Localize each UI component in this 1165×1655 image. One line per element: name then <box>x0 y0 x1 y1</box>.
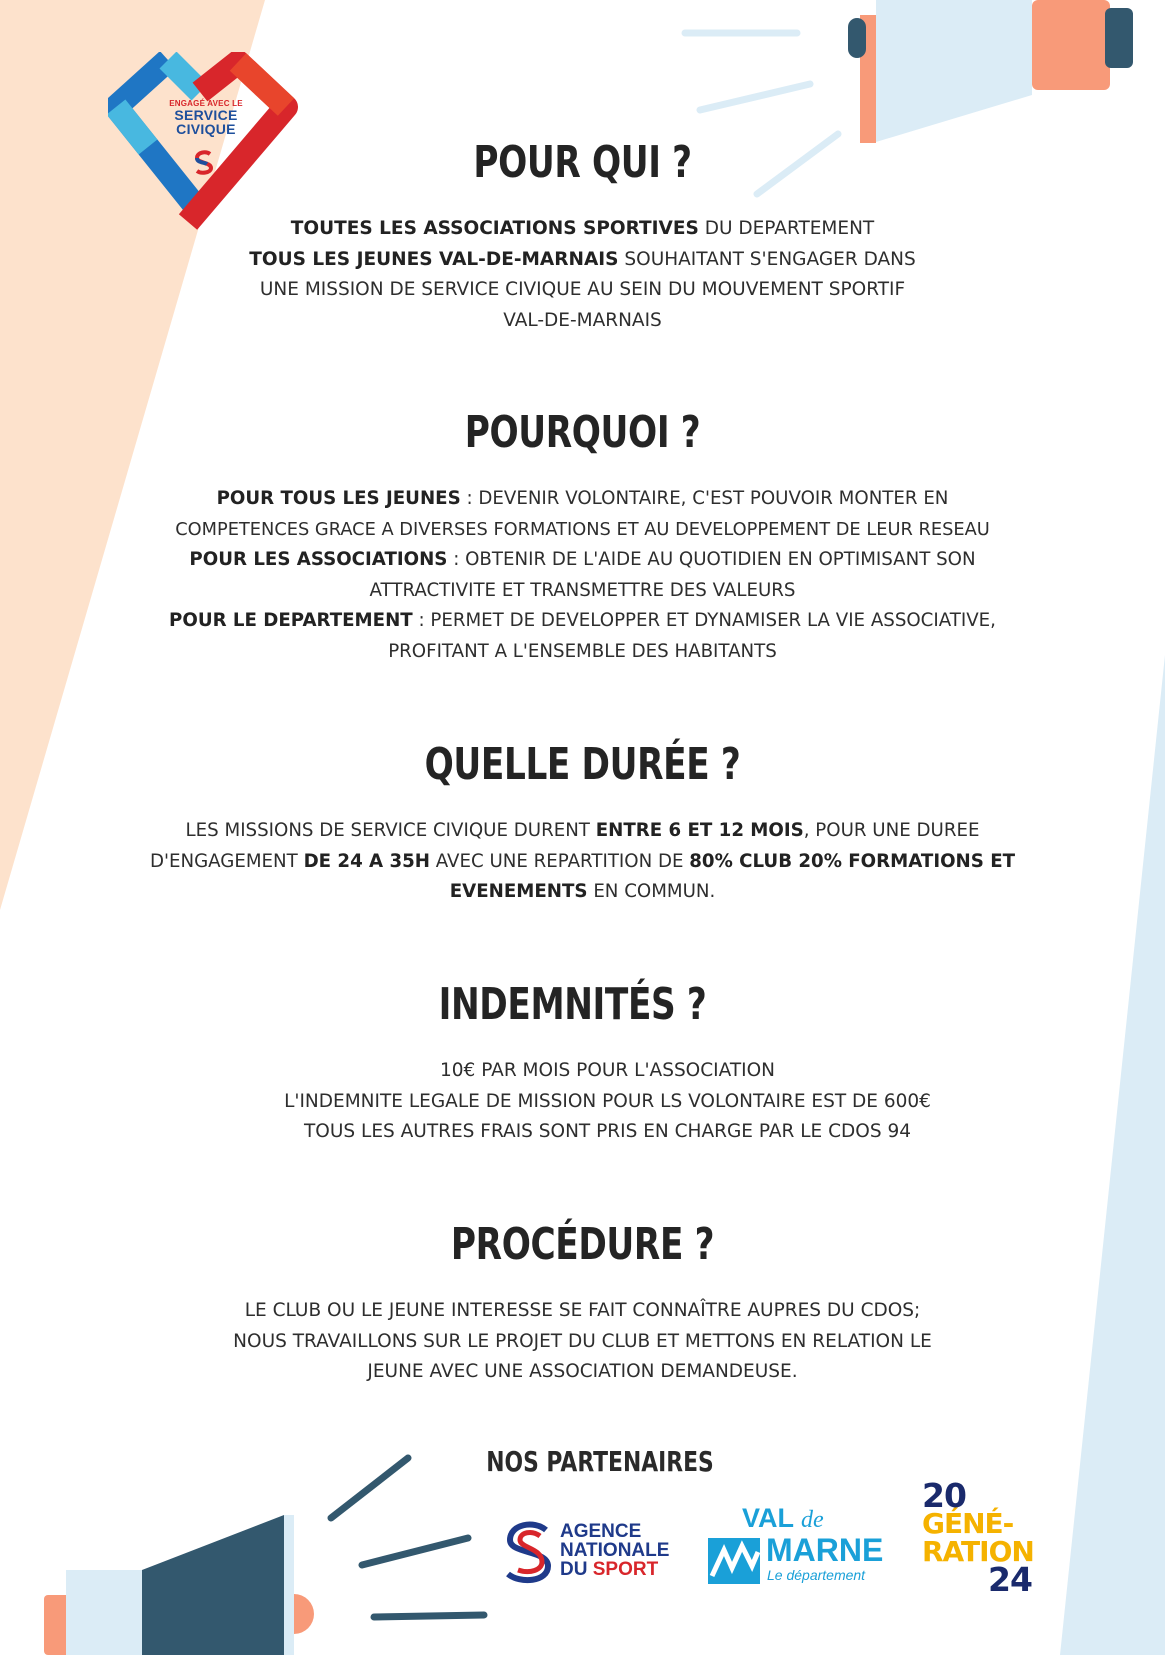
procedure-title: PROCÉDURE ? <box>450 1219 715 1270</box>
pour-qui-text <box>0 214 1165 336</box>
ans-du: DU <box>560 1559 593 1580</box>
megaphone-top-icon <box>848 0 1133 143</box>
duree-l1-b: , POUR UNE DUREE <box>803 820 980 841</box>
duree-l2-bold2: 80% CLUB 20% FORMATIONS ET <box>689 850 1016 872</box>
vdm-marne: MARNE <box>766 1532 884 1568</box>
vdm-val: VAL <box>742 1503 794 1533</box>
pour-qui-l1-bold: TOUTES LES ASSOCIATIONS SPORTIVES <box>290 218 699 239</box>
duree-l3-text: EN COMMUN. <box>587 881 716 903</box>
duree-l1-bold: ENTRE 6 ET 12 MOIS <box>595 820 804 841</box>
logo-engage-text: ENGAGÉ AVEC LE <box>169 99 243 108</box>
ans-text <box>560 1522 669 1579</box>
partners-title: NOS PARTENAIRES <box>486 1445 714 1478</box>
procedure-text <box>0 1296 1165 1388</box>
duree-l2-bold1: DE 24 A 35H <box>303 850 430 872</box>
vdm-departement: Le département <box>767 1567 866 1583</box>
duree-text <box>0 816 1165 908</box>
indemnites-text <box>25 1056 1165 1148</box>
pourquoi-title: POURQUOI ? <box>464 407 701 458</box>
indemnites-l3: TOUS LES AUTRES FRAIS SONT PRIS EN CHARGE PAR LE CDOS 94 <box>304 1121 911 1143</box>
pourquoi-l5-text: : PERMET DE DEVELOPPER ET DYNAMISER LA VIE ASSOCIATIVE, <box>412 610 996 632</box>
duree-l2-a: D'ENGAGEMENT <box>149 850 304 872</box>
pourquoi-l6: PROFITANT A L'ENSEMBLE DES HABITANTS <box>388 640 777 662</box>
procedure-l2: NOUS TRAVAILLONS SUR LE PROJET DU CLUB ET METTONS EN RELATION LE <box>233 1330 932 1352</box>
pour-qui-l4: VAL-DE-MARNAIS <box>503 309 662 331</box>
procedure-l3: JEUNE AVEC UNE ASSOCIATION DEMANDEUSE. <box>367 1361 798 1383</box>
pourquoi-l2: COMPETENCES GRACE A DIVERSES FORMATIONS ET AU DEVELOPPEMENT DE LEUR RESEAU <box>175 518 990 540</box>
logo-service-text: SERVICE <box>174 107 238 123</box>
ans-l2: NATIONALE <box>560 1540 670 1561</box>
duree-l3-bold: EVENEMENTS <box>449 881 588 903</box>
duree-l1-a: LES MISSIONS DE SERVICE CIVIQUE DURENT <box>185 820 596 841</box>
generation-24-logo <box>922 1476 1034 1599</box>
logo-civique-text: CIVIQUE <box>176 121 236 137</box>
pour-qui-l2-text: SOUHAITANT S'ENGAGER DANS <box>618 248 916 270</box>
megaphone-bottom-icon <box>44 1515 314 1655</box>
duree-title: QUELLE DURÉE ? <box>424 739 741 790</box>
pourquoi-l5-bold: POUR LE DEPARTEMENT <box>169 610 413 632</box>
duree-l2-b: AVEC UNE REPARTITION DE <box>430 850 690 872</box>
sound-lines-bottom <box>331 1458 484 1617</box>
gen-l4: 24 <box>988 1560 1032 1599</box>
logo-text <box>165 100 247 136</box>
indemnites-l2: L'INDEMNITE LEGALE DE MISSION POUR LS VOLONTAIRE EST DE 600€ <box>284 1090 931 1112</box>
indemnites-title: INDEMNITÉS ? <box>438 979 707 1030</box>
pourquoi-l3-text: : OBTENIR DE L'AIDE AU QUOTIDIEN EN OPTIMISANT SON <box>447 549 976 571</box>
pour-qui-l2-bold: TOUS LES JEUNES VAL-DE-MARNAIS <box>249 248 619 270</box>
pour-qui-l1-text: DU DEPARTEMENT <box>698 218 875 239</box>
pourquoi-l3-bold: POUR LES ASSOCIATIONS <box>189 549 448 571</box>
gen-l2: GÉNÉ- <box>922 1507 1014 1540</box>
vdm-de: de <box>801 1507 824 1533</box>
vdm-val-text <box>742 1503 824 1534</box>
procedure-l1: LE CLUB OU LE JEUNE INTERESSE SE FAIT CONNAÎTRE AUPRES DU CDOS; <box>244 1300 921 1321</box>
pour-qui-title: POUR QUI ? <box>473 137 692 188</box>
indemnites-l1: 10€ PAR MOIS POUR L'ASSOCIATION <box>440 1060 775 1081</box>
pour-qui-l3: UNE MISSION DE SERVICE CIVIQUE AU SEIN DU MOUVEMENT SPORTIF <box>259 279 906 301</box>
pourquoi-l4: ATTRACTIVITE ET TRANSMETTRE DES VALEURS <box>369 579 796 601</box>
blue-band <box>1060 655 1165 1655</box>
gen-l1: 20 <box>922 1476 966 1515</box>
gen-l3: RATION <box>922 1535 1034 1568</box>
pourquoi-l1-text: : DEVENIR VOLONTAIRE, C'EST POUVOIR MONTER EN <box>460 488 949 509</box>
pourquoi-text <box>0 484 1165 668</box>
ans-sport: SPORT <box>592 1559 659 1580</box>
pourquoi-l1-bold: POUR TOUS LES JEUNES <box>216 488 461 509</box>
ans-l1: AGENCE <box>560 1521 642 1542</box>
